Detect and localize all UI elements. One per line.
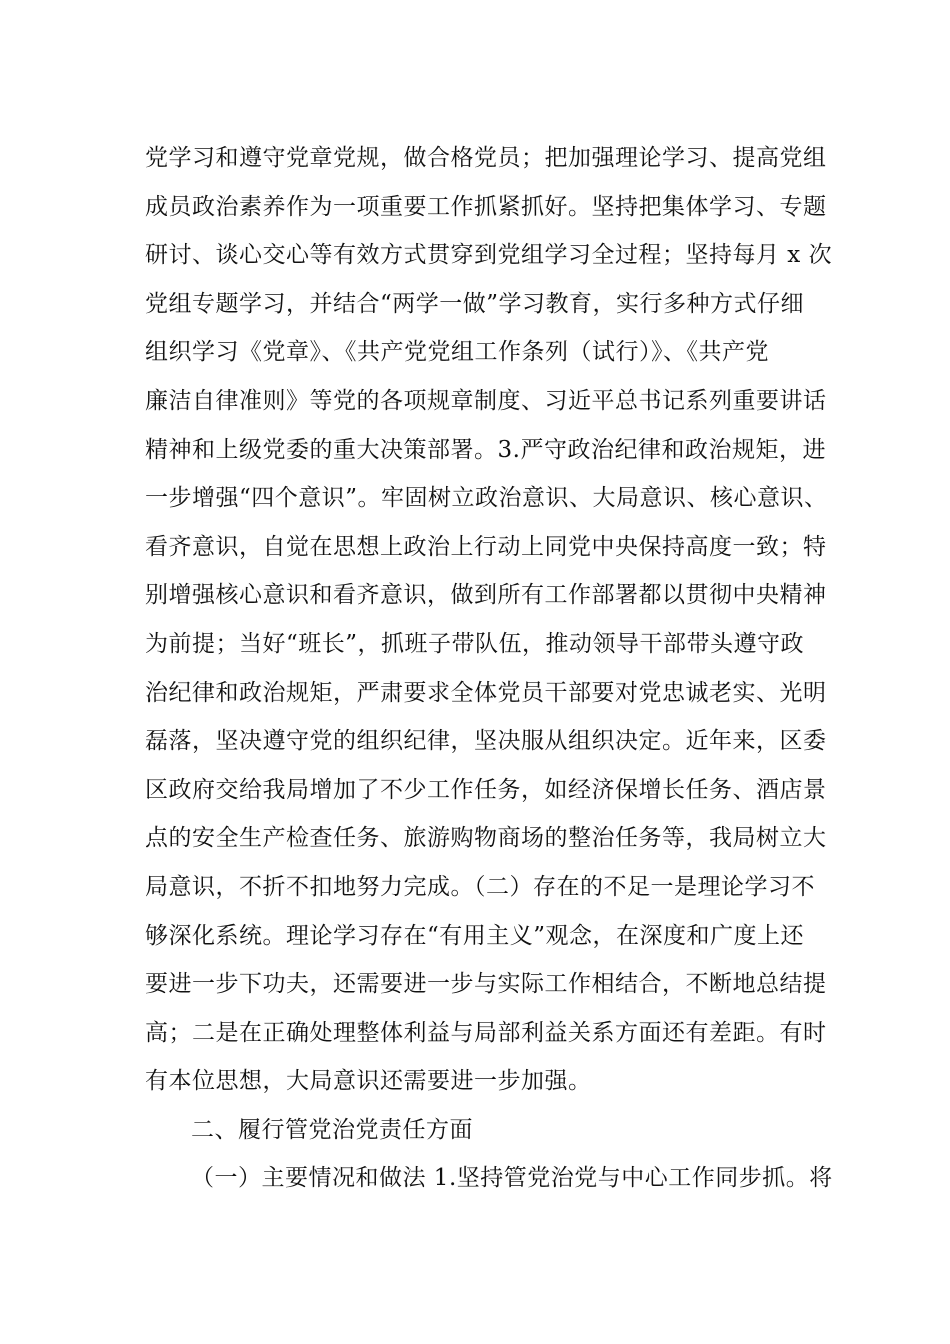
paragraph-line: 党学习和遵守党章党规，做合格党员；把加强理论学习、提高党组 [145, 145, 827, 171]
paragraph-line: 研讨、谈心交心等有效方式贯穿到党组学习全过程；坚持每月 x 次 [145, 242, 833, 269]
paragraph-line: （一）主要情况和做法 1.坚持管党治党与中心工作同步抓。将 [191, 1165, 833, 1192]
paragraph-line: 廉洁自律准则》等党的各项规章制度、习近平总书记系列重要讲话 [145, 387, 827, 414]
paragraph-line: 有本位思想，大局意识还需要进一步加强。 [145, 1068, 592, 1095]
paragraph-line: 磊落，坚决遵守党的组织纪律，坚决服从组织决定。近年来，区委 [145, 728, 827, 755]
paragraph-line: 够深化系统。理论学习存在“有用主义”观念，在深度和广度上还 [145, 922, 805, 949]
paragraph-line: 看齐意识，自觉在思想上政治上行动上同党中央保持高度一致；特 [145, 533, 827, 560]
document-body [145, 134, 835, 1203]
paragraph-line: 一步增强“四个意识”。牢固树立政治意识、大局意识、核心意识、 [145, 485, 828, 512]
paragraph-line: 党组专题学习，并结合“两学一做”学习教育，实行多种方式仔细 [145, 290, 805, 317]
paragraph-line: 成员政治素养作为一项重要工作抓紧抓好。坚持把集体学习、专题 [145, 193, 827, 220]
paragraph-line: 精神和上级党委的重大决策部署。3.严守政治纪律和政治规矩，进 [145, 436, 826, 463]
paragraph-line: 为前提；当好“班长”，抓班子带队伍，推动领导干部带头遵守政 [145, 630, 805, 657]
paragraph-line: 组织学习《党章》、《共产党党组工作条列（试行）》、《共产党 [145, 339, 769, 366]
paragraph-line: 区政府交给我局增加了不少工作任务，如经济保增长任务、酒店景 [145, 776, 827, 803]
paragraph-line: 局意识，不折不扣地努力完成。（二）存在的不足一是理论学习不 [145, 873, 815, 900]
paragraph-line: 高；二是在正确处理整体利益与局部利益关系方面还有差距。有时 [145, 1019, 827, 1046]
paragraph-line: 点的安全生产检查任务、旅游购物商场的整治任务等，我局树立大 [145, 825, 827, 852]
paragraph-line: 要进一步下功夫，还需要进一步与实际工作相结合，不断地总结提 [145, 971, 827, 998]
paragraph-line: 治纪律和政治规矩，严肃要求全体党员干部要对党忠诚老实、光明 [145, 679, 827, 706]
paragraph-line: 别增强核心意识和看齐意识，做到所有工作部署都以贯彻中央精神 [145, 582, 827, 609]
section-heading: 二、履行管党治党责任方面 [191, 1116, 473, 1143]
